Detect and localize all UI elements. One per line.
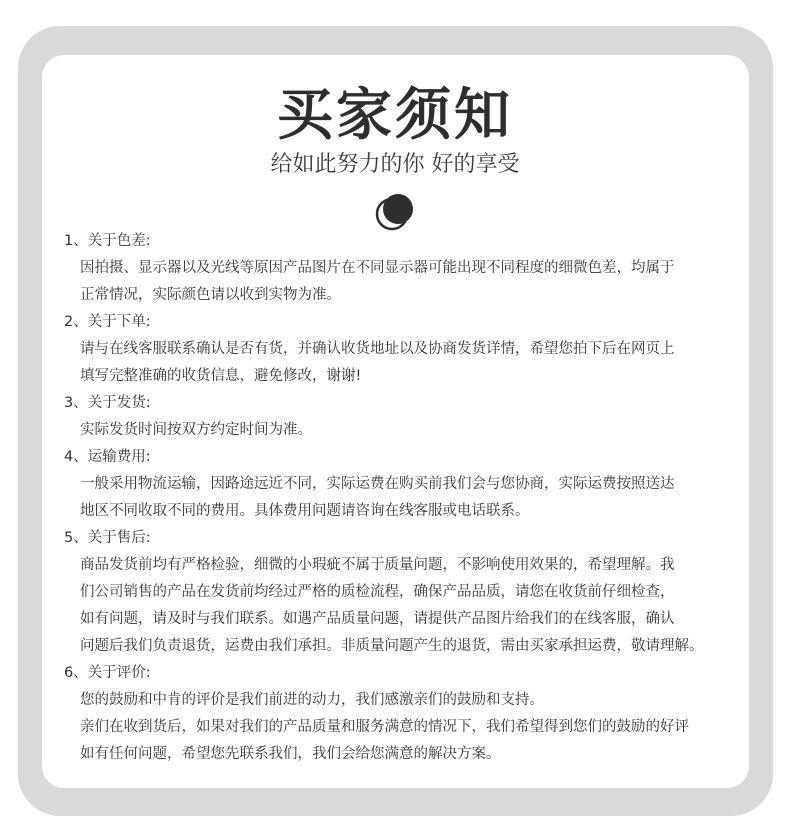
section-heading: 5、关于售后: — [64, 530, 151, 546]
section-after-sales — [64, 525, 754, 660]
section-line: 实际发货时间按双方约定时间为准。 — [80, 422, 312, 438]
section-line: 填写完整准确的收货信息，避免修改，谢谢! — [80, 368, 362, 384]
section-line: 商品发货前均有严格检验，细微的小瑕疵不属于质量问题，不影响使用效果的，希望理解。我 — [80, 557, 675, 573]
section-line: 请与在线客服联系确认是否有货，并确认收货地址以及协商发货详情，希望您拍下后在网页上 — [80, 341, 675, 357]
section-shipping — [64, 390, 754, 444]
section-heading: 2、关于下单: — [64, 314, 151, 330]
notice-content — [64, 228, 754, 768]
section-line: 们公司销售的产品在发货前均经过严格的质检流程，确保产品品质，请您在收货前仔细检查， — [80, 584, 675, 600]
section-shipping-cost — [64, 444, 754, 525]
section-line: 因拍摄、显示器以及光线等原因产品图片在不同显示器可能出现不同程度的细微色差，均属于 — [80, 260, 675, 276]
section-heading: 4、运输费用: — [64, 449, 151, 465]
section-line: 一般采用物流运输，因路途远近不同，实际运费在购买前我们会与您协商，实际运费按照送达 — [80, 476, 675, 492]
section-line: 如有问题，请及时与我们联系。如遇产品质量问题，请提供产品图片给我们的在线客服，确认 — [80, 611, 675, 627]
section-ordering — [64, 309, 754, 390]
section-line: 如有任何问题，希望您先联系我们，我们会给您满意的解决方案。 — [80, 746, 501, 762]
section-reviews — [64, 660, 754, 768]
page-subtitle: 给如此努力的你 好的享受 — [270, 152, 520, 177]
section-heading: 6、关于评价: — [64, 665, 151, 681]
section-line: 您的鼓励和中肯的评价是我们前进的动力，我们感激亲们的鼓励和支持。 — [80, 692, 544, 708]
section-color-difference — [64, 228, 754, 309]
section-line: 亲们在收到货后，如果对我们的产品质量和服务满意的情况下，我们希望得到您们的鼓励的好评 — [80, 719, 689, 735]
section-heading: 3、关于发货: — [64, 395, 151, 411]
section-line: 正常情况，实际颜色请以收到实物为准。 — [80, 287, 341, 303]
section-line: 地区不同收取不同的费用。具体费用问题请咨询在线客服或电话联系。 — [80, 503, 530, 519]
section-heading: 1、关于色差: — [64, 233, 151, 249]
page-title: 买家须知 — [277, 83, 513, 148]
section-line: 问题后我们负责退货，运费由我们承担。非质量问题产生的退货，需由买家承担运费，敬请理解。 — [80, 638, 704, 654]
